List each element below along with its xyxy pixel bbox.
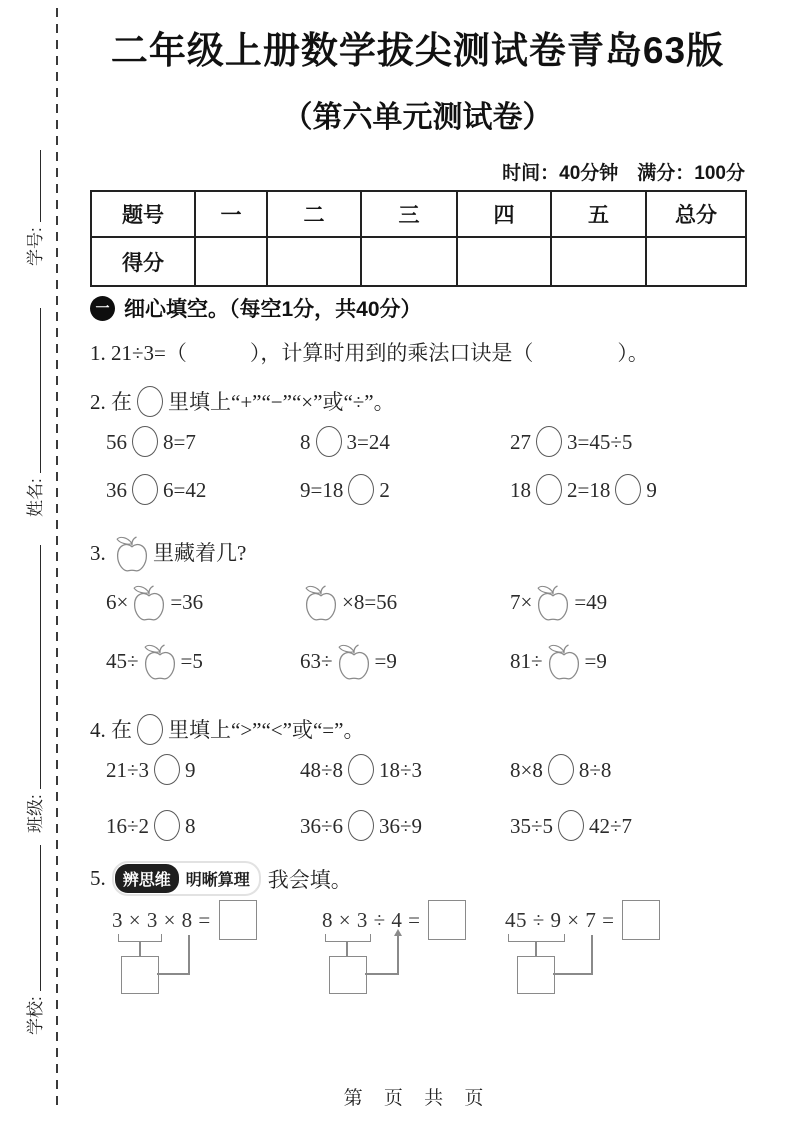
q5-badge-light-label: 明晰算理 (185, 872, 250, 889)
apple-icon (336, 642, 372, 682)
q5-theme-badge (112, 861, 261, 896)
fill-circle (316, 426, 342, 457)
apple-icon (535, 583, 571, 623)
q4-item-1: 21÷3 9 (106, 754, 300, 785)
fill-circle (137, 714, 163, 745)
fill-circle (348, 810, 374, 841)
question-3-row-1 (90, 583, 745, 623)
score-col-2: 二 (267, 191, 361, 237)
name-label: 姓名: (26, 478, 45, 517)
connector-vertical-line (188, 935, 190, 975)
q4-item-4: 16÷2 8 (106, 810, 300, 841)
q4-item-5: 36÷6 36÷9 (300, 810, 510, 841)
q4-item-6: 35÷5 42÷7 (510, 810, 745, 841)
question-3-row-2 (90, 642, 745, 682)
connector-horizontal-line (553, 973, 592, 975)
bracket-stem-line (346, 941, 348, 956)
name-blank-line (39, 308, 41, 473)
q3-item-1: 6× =36 (106, 583, 300, 623)
margin-field-class (16, 545, 46, 833)
fill-circle (536, 474, 562, 505)
fill-circle (536, 426, 562, 457)
section-1-header (90, 293, 422, 323)
question-1: 1. 21÷3=（ ），计算时用到的乘法口诀是（ ）。 (90, 341, 649, 365)
fill-circle (348, 754, 374, 785)
score-table-header-row (91, 191, 746, 237)
answer-box (428, 900, 466, 940)
apple-icon (142, 642, 178, 682)
question-2-prompt: 2. 在 里填上“+”“−”“×”或“÷”。 (90, 386, 395, 417)
question-4-prompt: 4. 在 里填上“>”“<”或“=”。 (90, 714, 364, 745)
q5-diagram-3 (505, 898, 743, 1020)
q3-item-5: 63÷ =9 (300, 642, 510, 682)
connector-arrow-icon (394, 929, 402, 936)
question-5-number: 5. (90, 866, 106, 890)
paper-title: 二年级上册数学拔尖测试卷青岛63版 (110, 30, 725, 71)
apple-icon (131, 583, 167, 623)
score-cell-5 (551, 237, 646, 286)
apple-icon (303, 583, 339, 623)
score-cell-3 (361, 237, 457, 286)
exam-time-score-info: 时间：40分钟 满分：100分 (502, 163, 745, 184)
fill-circle (348, 474, 374, 505)
score-row-label: 得分 (91, 237, 195, 286)
q3-item-4: 45÷ =5 (106, 642, 300, 682)
question-4-row-1 (90, 754, 745, 785)
school-label: 学校: (26, 996, 45, 1035)
class-blank-line (39, 545, 41, 789)
q2-item-2: 8 3=24 (300, 426, 510, 457)
intermediate-result-box (329, 956, 367, 994)
question-3-prompt: 3. 里藏着几? (90, 534, 246, 574)
margin-field-school (16, 845, 46, 1035)
score-table-corner: 题号 (91, 191, 195, 237)
binding-dashed-line (56, 8, 58, 1112)
fill-circle (132, 474, 158, 505)
margin-field-student-id (16, 150, 46, 266)
score-col-5: 五 (551, 191, 646, 237)
q3-item-6: 81÷ =9 (510, 642, 745, 682)
score-cell-4 (457, 237, 551, 286)
score-cell-total (646, 237, 746, 286)
q2-item-1: 56 8=7 (106, 426, 300, 457)
score-col-4: 四 (457, 191, 551, 237)
fill-circle (558, 810, 584, 841)
question-5-text: 我会填。 (267, 867, 352, 892)
question-5-prompt (90, 861, 352, 896)
q2-item-6: 18 2=18 9 (510, 474, 745, 505)
student-id-blank-line (39, 150, 41, 222)
score-col-1: 一 (195, 191, 267, 237)
answer-box (622, 900, 660, 940)
connector-horizontal-line (157, 973, 189, 975)
q3-item-3: 7× =49 (510, 583, 745, 623)
fill-circle (137, 386, 163, 417)
apple-icon (546, 642, 582, 682)
intermediate-result-box (121, 956, 159, 994)
class-label: 班级: (26, 794, 45, 833)
q5-expression-1-text: 3 × 3 × 8 = (112, 908, 211, 932)
score-table (90, 190, 747, 287)
fill-circle (154, 754, 180, 785)
q5-expression-3-text: 45 ÷ 9 × 7 = (505, 908, 615, 932)
student-id-label: 学号: (26, 227, 45, 266)
q2-item-3: 27 3=45÷5 (510, 426, 745, 457)
grouping-bracket (325, 934, 371, 942)
connector-vertical-line (397, 935, 399, 975)
q4-item-2: 48÷8 18÷3 (300, 754, 510, 785)
fill-circle (132, 426, 158, 457)
score-cell-2 (267, 237, 361, 286)
q3-item-2: ×8=56 (300, 583, 510, 623)
question-2-row-2 (90, 474, 745, 505)
score-col-3: 三 (361, 191, 457, 237)
q5-expression-2-text: 8 × 3 ÷ 4 = (322, 908, 421, 932)
q4-item-3: 8×8 8÷8 (510, 754, 745, 785)
page-footer: 第 页 共 页 (343, 1088, 492, 1109)
fill-circle (154, 810, 180, 841)
score-table-score-row (91, 237, 746, 286)
fill-circle (615, 474, 641, 505)
score-cell-1 (195, 237, 267, 286)
bracket-stem-line (535, 941, 537, 956)
school-blank-line (39, 845, 41, 991)
intermediate-result-box (517, 956, 555, 994)
paper-subtitle: （第六单元测试卷） (282, 101, 553, 134)
fill-circle (548, 754, 574, 785)
score-col-total: 总分 (646, 191, 746, 237)
question-4-row-2 (90, 810, 745, 841)
q5-badge-dark-label: 辨思维 (115, 864, 179, 893)
bracket-stem-line (139, 941, 141, 956)
q2-item-5: 9=18 2 (300, 474, 510, 505)
answer-box (219, 900, 257, 940)
section-1-title: 细心填空。（每空1分，共40分） (124, 298, 422, 321)
question-2-row-1 (90, 426, 745, 457)
paper-content (90, 0, 745, 1122)
section-number-badge-icon: 一 (90, 296, 115, 321)
connector-vertical-line (591, 935, 593, 975)
connector-horizontal-line (365, 973, 398, 975)
q2-item-4: 36 6=42 (106, 474, 300, 505)
apple-icon (114, 534, 150, 574)
margin-field-name (16, 308, 46, 517)
q5-diagram-1 (100, 898, 315, 1020)
